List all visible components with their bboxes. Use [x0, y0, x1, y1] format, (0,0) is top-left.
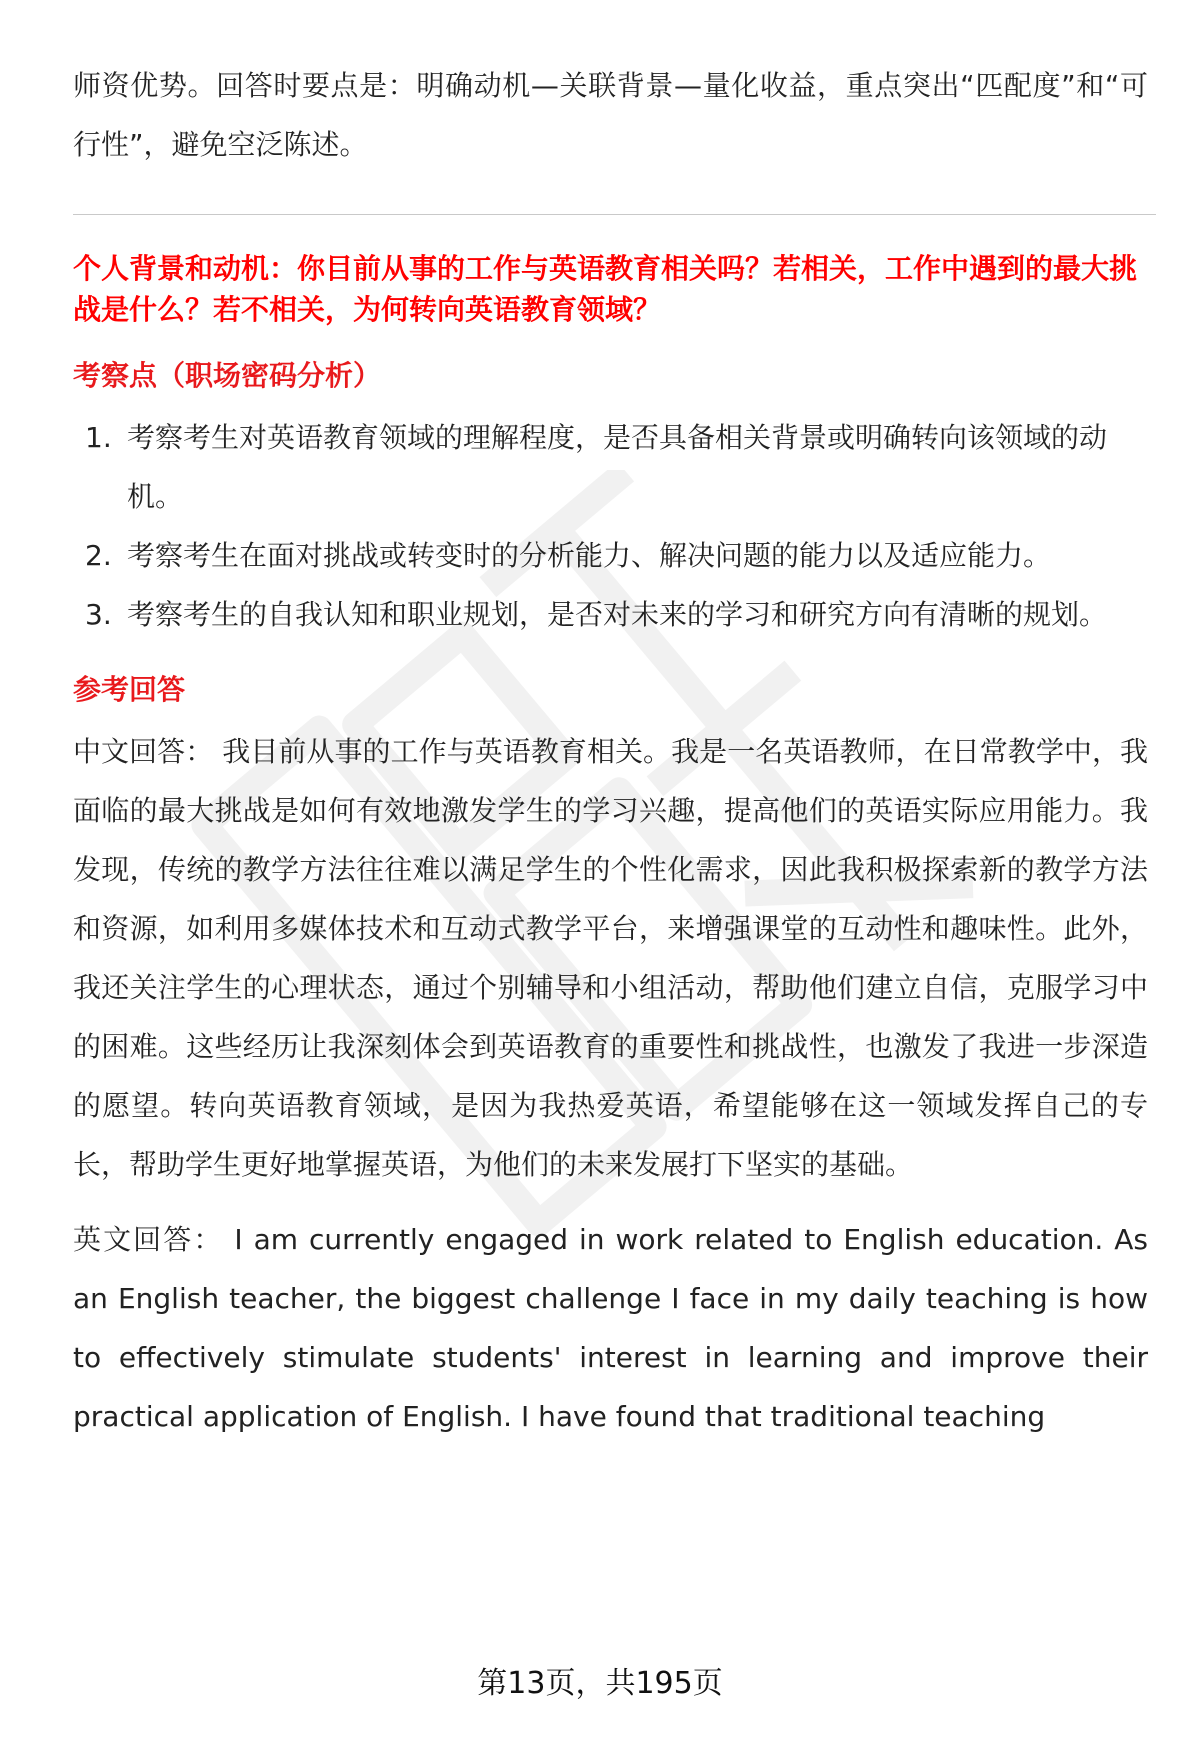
- question-heading: 个人背景和动机：你目前从事的工作与英语教育相关吗？若相关，工作中遇到的最大挑战是什么？若不相关，为何转向英语教育领域？: [73, 252, 1138, 326]
- list-item-number: 1.: [85, 421, 112, 454]
- exam-points-list: [73, 408, 1148, 644]
- list-item-text: 考察考生在面对挑战或转变时的分析能力、解决问题的能力以及适应能力。: [127, 539, 1052, 572]
- reference-answer-title: 参考回答: [73, 673, 186, 706]
- list-item: [73, 526, 1148, 585]
- list-item-number: 2.: [85, 539, 112, 572]
- list-item: [73, 585, 1148, 644]
- list-item: [73, 408, 1148, 526]
- page-number: 第13页，共195页: [477, 1666, 723, 1701]
- list-item-text: 考察考生的自我认知和职业规划，是否对未来的学习和研究方向有清晰的规划。: [127, 598, 1108, 631]
- page-content: [73, 56, 1148, 1446]
- chinese-answer: 中文回答： 我目前从事的工作与英语教育相关。我是一名英语教师，在日常教学中，我面临的最大挑战是如何有效地激发学生的学习兴趣，提高他们的英语实际应用能力。我发现，传统的教学方法往往难以满足学生的个性化需求，因此我积极探索新的教学方法和资源，如利用多媒体技术和互动式教学平台，来增强课堂的互动性和趣味性。此外，我还关注学生的心理状态，通过个别辅导和小组活动，帮助他们建立自信，克服学习中的困难。这些经历让我深刻体会到英语教育的重要性和挑战性，也激发了我进一步深造的愿望。转向英语教育领域，是因为我热爱英语，希望能够在这一领域发挥自己的专长，帮助学生更好地掌握英语，为他们的未来发展打下坚实的基础。: [73, 735, 1148, 1181]
- intro-paragraph: 师资优势。回答时要点是：明确动机—关联背景—量化收益，重点突出“匹配度”和“可行性”，避免空泛陈述。: [73, 69, 1148, 161]
- section-divider: [73, 214, 1156, 215]
- list-item-number: 3.: [85, 598, 112, 631]
- list-item-text: 考察考生对英语教育领域的理解程度，是否具备相关背景或明确转向该领域的动机。: [127, 421, 1108, 513]
- exam-points-title: 考察点（职场密码分析）: [73, 359, 382, 392]
- english-answer: 英文回答： I am currently engaged in work related to English education. As an English teacher, the biggest challenge I face in my daily teaching is how to effectively stimulate students' interest in learning and improve their practical application of English. I have found that traditional teaching: [73, 1223, 1148, 1433]
